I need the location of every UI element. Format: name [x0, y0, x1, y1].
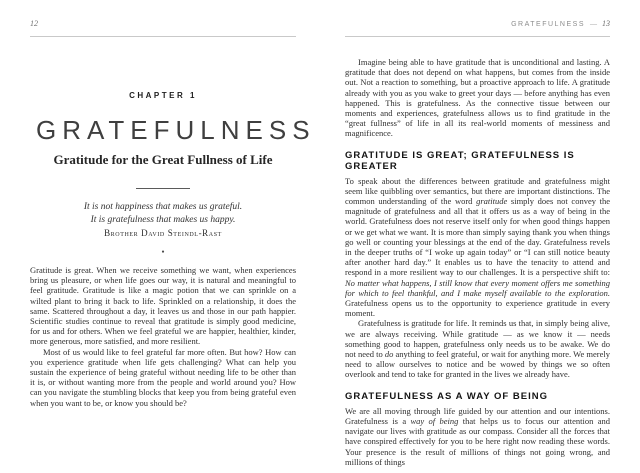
- epigraph-attribution: Brother David Steindl-Rast: [104, 228, 222, 238]
- right-page: [320, 0, 640, 473]
- paragraph: Imagine being able to have gratitude that is unconditional and lasting. A gratitude that does not depend on what happens, but comes from the inside out. Not a reaction to something, but a proactive approach to life. A gratitude already with you as you wake to greet your days — before anything has even happened. This is gratefulness. As the connective tissue between our moments and experiences, gratefulness allows us to find gratitude in the “great fullness” of life in all its real-world moments of messiness and magnificence.: [345, 57, 610, 139]
- paragraph: We are all moving through life guided by our attention and our intentions. Gratefulness is a way of being that helps us to focus our attention and navigate our lives with gratitude as our compass. Consider all the forces that have conspired effectively for you to be here right now reading these words. Your presence is the result of millions of things not going wrong, and millions of things: [345, 405, 610, 467]
- epigraph-line: It is gratefulness that makes us happy.: [90, 215, 236, 225]
- running-title: GRATEFULNESS: [511, 21, 585, 28]
- paragraph: Most of us would like to feel grateful far more often. But how? How can you experience gratitude when life gets challenging? What can help you sustain the experience of being grateful without needing life to be other than it is, or without wanting more from the people and world around you? How can you navigate the stumbling blocks that keep you from being grateful even when you want to be, or know you should be?: [30, 346, 296, 408]
- epigraph-line: It is not happiness that makes us grateful.: [83, 202, 243, 212]
- left-page-header: [30, 13, 296, 37]
- paragraph: Gratitude is great. When we receive something we want, when experiences bring us pleasure, or when life goes our way, it is natural and meaningful to feel gratitude. Gratitude is like a magic potion that we can sprinkle on a wilted plant to bring it back to life. Sprinkled on a relationship, it does the same. Scattered throughout a day, it leaves us and those in our path happier. Scientific studies continue to reveal that gratitude is simply good medicine, for us and for others. When we feel grateful we are happier, healthier, kinder, more generous, more satisfied, and more resilient.: [30, 265, 296, 347]
- running-title-separator: —: [590, 20, 597, 28]
- chapter-title: GRATEFULNESS: [36, 115, 316, 145]
- right-page-header: [345, 13, 610, 37]
- left-page-number: 12: [30, 19, 38, 28]
- paragraph: Gratefulness is gratitude for life. It reminds us that, in simply being alive, we are always receiving. While gratitude — as we know it — needs something good to happen, gratefulness only needs us to be awake. We do not need to do anything to feel grateful, or wait for anything more. We merely need to allow ourselves to notice and be wowed by things we so often overlook and tend to take for granted in the lives we already have.: [345, 318, 610, 380]
- chapter-label: CHAPTER 1: [129, 91, 197, 100]
- section-heading: GRATEFULNESS AS A WAY OF BEING: [345, 390, 548, 402]
- right-page-number: 13: [602, 19, 610, 28]
- paragraph: To speak about the differences between gratitude and gratefulness might seem like quibbling over semantics, but there are important distinctions. The common understanding of the word gratitude simply does not convey the magnitude of gratefulness and all that it offers us as a way of being in the world. Gratefulness does not reserve itself only for when good things happen or we get what we want. It is more than simply saying thank you when things go well or counting your blessings at the end of the day. Gratefulness revels in the deeper truths of “I woke up again today” or “I can still notice beauty after another hard day.” It enables us to have the tenacity to attend and respond in a more resilient way to our challenges. It is a perspective shift to: No matter what happens, I still know that every moment offers me something for which to feel thankful, and I make myself available to the exploration. Gratefulness opens us to the opportunity to experience gratitude in every moment.: [345, 175, 610, 319]
- section-break-ornament-icon: ●: [161, 250, 165, 255]
- epigraph: [30, 201, 296, 227]
- chapter-subtitle: Gratitude for the Great Fullness of Life: [53, 152, 273, 167]
- title-divider: [136, 188, 190, 189]
- left-page-body: [30, 265, 296, 408]
- right-page-body: [345, 57, 610, 467]
- section-heading: GRATITUDE IS GREAT; GRATEFULNESS IS GREATER: [345, 149, 575, 172]
